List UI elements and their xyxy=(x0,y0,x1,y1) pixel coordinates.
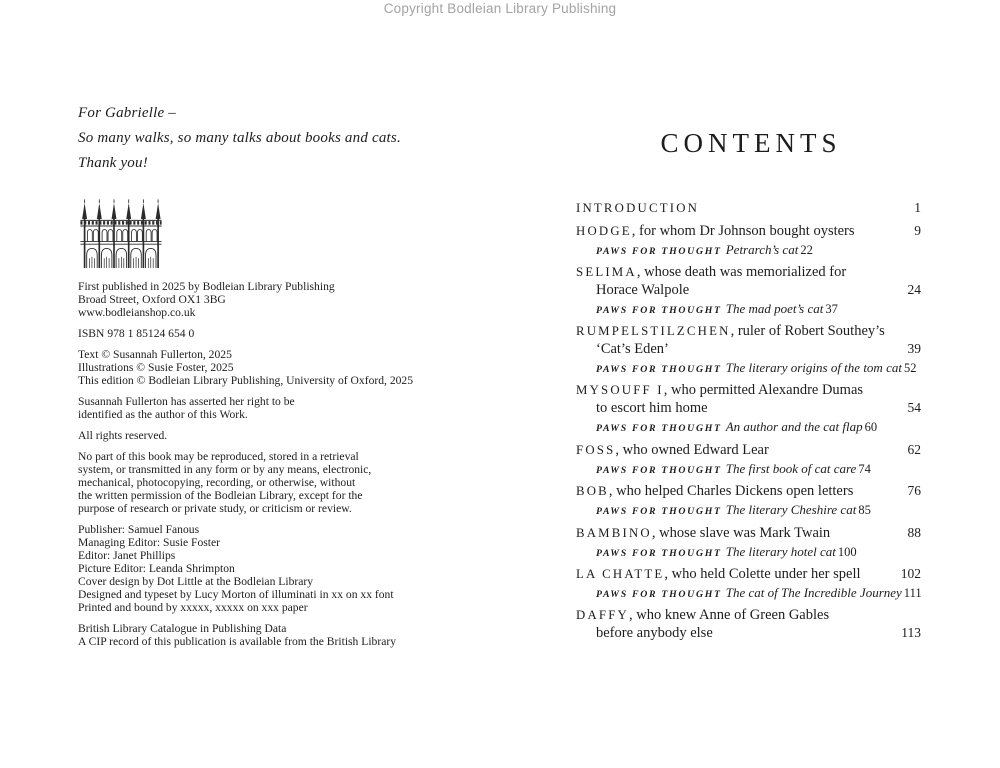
toc-sub-title: The literary Cheshire cat xyxy=(725,502,857,517)
toc-sub-entry xyxy=(576,502,921,519)
contents-title: CONTENTS xyxy=(660,128,842,158)
imprint-block: British Library Catalogue in Publishing Data A CIP record of this publication is available from the British Library xyxy=(78,622,397,648)
copyright-caption: Copyright Bodleian Library Publishing xyxy=(383,1,617,16)
paws-for-thought-label: PAWS FOR THOUGHT xyxy=(596,506,722,517)
paws-for-thought-label: PAWS FOR THOUGHT xyxy=(596,547,722,559)
toc-entry-name: LA CHATTE xyxy=(576,567,665,581)
toc-sub-entry xyxy=(576,419,921,436)
toc-entry-main-line xyxy=(576,524,921,543)
paws-for-thought-label: PAWS FOR THOUGHT xyxy=(596,423,722,434)
toc-entry-page: 9 xyxy=(914,223,921,238)
toc-entry xyxy=(576,441,921,478)
toc-entry-text: MYSOUFF I, who permitted Alexandre Dumas xyxy=(576,381,864,398)
toc-entry-main-line xyxy=(576,607,921,625)
toc-entry-page: 113 xyxy=(901,625,921,640)
toc-entry-text: SELIMA, whose death was memorialized for xyxy=(576,263,847,280)
toc-entry-name: RUMPELSTILZCHEN xyxy=(576,323,731,338)
toc-entry xyxy=(576,565,921,602)
toc-entry xyxy=(576,382,921,437)
toc-entry xyxy=(576,222,921,259)
imprint-page xyxy=(78,101,458,656)
toc-sub-entry xyxy=(576,301,921,318)
toc-entry-page: 76 xyxy=(907,483,921,498)
toc-entry xyxy=(576,323,921,378)
toc-entry-line2-text: ‘Cat’s Eden’ xyxy=(596,341,669,357)
toc-sub-page: 37 xyxy=(825,302,838,316)
paws-for-thought-label: PAWS FOR THOUGHT xyxy=(596,589,722,600)
toc-entry-line2-text: Horace Walpole xyxy=(596,282,690,298)
toc-entry-line2 xyxy=(576,399,921,418)
toc-entry-main-line xyxy=(576,264,921,282)
toc-entry-name: MYSOUFF I xyxy=(576,382,664,397)
ornament-parapet xyxy=(80,220,161,226)
toc-sub-title: Petrarch’s cat xyxy=(725,242,799,257)
toc-entry-text: FOSS, who owned Edward Lear xyxy=(576,441,769,458)
toc-entry-text: DAFFY, who knew Anne of Green Gables xyxy=(576,606,830,623)
toc-entry-text: HODGE, for whom Dr Johnson bought oysters xyxy=(576,223,855,239)
toc-entry-main-line xyxy=(576,565,921,584)
toc-sub-page: 85 xyxy=(858,503,871,517)
toc-entry-line2-text: to escort him home xyxy=(596,400,708,416)
paws-for-thought-label: PAWS FOR THOUGHT xyxy=(596,364,722,375)
toc-entry-main-line xyxy=(576,199,921,218)
toc-entry-name: DAFFY xyxy=(576,607,629,622)
toc-sub-page: 100 xyxy=(837,544,857,559)
toc-sub-entry xyxy=(576,461,921,478)
toc-sub-page: 52 xyxy=(903,361,917,375)
paws-for-thought-label: PAWS FOR THOUGHT xyxy=(596,305,722,316)
imprint-block: ISBN 978 1 85124 654 0 xyxy=(78,327,195,340)
toc-entries xyxy=(576,199,921,643)
toc-sub-title: The mad poet’s cat xyxy=(725,301,824,316)
toc-entry-page: 1 xyxy=(914,200,921,215)
toc-entry-name: HODGE xyxy=(576,224,632,238)
paws-for-thought-label: PAWS FOR THOUGHT xyxy=(596,246,722,257)
toc-entry xyxy=(576,264,921,319)
toc-entry-text: BAMBINO, whose slave was Mark Twain xyxy=(576,524,831,541)
toc-entry-page: 24 xyxy=(907,282,921,297)
toc-entry xyxy=(576,607,921,643)
imprint-block: Text © Susannah Fullerton, 2025 Illustrations © Susie Foster, 2025 This edition © Bodleian Library Publishing, University of Oxford, 2025 xyxy=(78,348,414,387)
toc-entry-main-line xyxy=(576,323,921,341)
toc-sub-entry xyxy=(576,544,921,561)
toc-entry-main-line xyxy=(576,382,921,400)
toc-entry-name: FOSS xyxy=(576,442,616,457)
toc-entry xyxy=(576,482,921,519)
toc-entry-name: BOB xyxy=(576,484,609,498)
dedication xyxy=(78,101,458,176)
imprint-block: No part of this book may be reproduced, stored in a retrieval system, or transmitted in any form or by any means, electronic, mechanical, photocopying, recording, or otherwise, without the written permission of the Bodleian Library, except for the purpose of research or private study, or criticism or review. xyxy=(78,450,372,515)
toc-entry-text xyxy=(576,200,709,218)
toc-sub-page: 111 xyxy=(903,586,922,600)
toc-sub-entry xyxy=(576,242,921,259)
imprint-block: Publisher: Samuel Fanous Managing Editor: Susie Foster Editor: Janet Phillips Picture Editor: Leanda Shrimpton Cover design by Dot Little at the Bodleian Library Designed and typeset by Lucy Morton of illuminati in xx on xx font Printed and bound by xxxxx, xxxxx on xxx paper xyxy=(78,523,394,614)
toc-entry-text: BOB, who helped Charles Dickens open letters xyxy=(576,483,854,499)
toc-entry-main-line xyxy=(576,441,921,460)
toc-sub-page: 74 xyxy=(858,461,871,476)
dedication-line: Thank you! xyxy=(78,155,148,171)
toc-entry-text: LA CHATTE, who held Colette under her spell xyxy=(576,566,861,582)
toc-sub-entry xyxy=(576,585,921,602)
toc-sub-title: The first book of cat care xyxy=(725,460,857,476)
toc-entry xyxy=(576,524,921,561)
toc-entry-line2 xyxy=(576,624,921,643)
ornament-arcade xyxy=(87,248,156,268)
toc-entry-line2-text: before anybody else xyxy=(596,625,713,641)
toc-entry xyxy=(576,199,921,218)
paws-for-thought-label: PAWS FOR THOUGHT xyxy=(596,464,722,476)
toc-entry-line2 xyxy=(576,340,921,359)
toc-entry-page: 54 xyxy=(907,400,921,415)
toc-sub-title: An author and the cat flap xyxy=(725,419,863,434)
ornament-windows xyxy=(80,230,161,245)
imprint-block: Susannah Fullerton has asserted her right to be identified as the author of this Work. xyxy=(78,395,295,421)
contents-page xyxy=(576,130,921,647)
toc-entry-name: INTRODUCTION xyxy=(576,201,700,215)
toc-sub-title: The literary origins of the tom cat xyxy=(725,360,902,375)
toc-entry-text: RUMPELSTILZCHEN, ruler of Robert Southey’s xyxy=(576,322,885,339)
dedication-line: For Gabrielle – xyxy=(78,105,176,121)
toc-entry-name: SELIMA xyxy=(576,264,637,279)
toc-sub-title: The literary hotel cat xyxy=(725,543,836,559)
toc-entry-page: 39 xyxy=(907,341,921,356)
toc-entry-main-line xyxy=(576,222,921,241)
toc-sub-page: 60 xyxy=(864,420,878,434)
toc-entry-main-line xyxy=(576,482,921,501)
dedication-line: So many walks, so many talks about books and cats. xyxy=(78,130,401,146)
bodleian-library-facade-illustration xyxy=(79,198,163,268)
toc-sub-page: 22 xyxy=(800,243,813,257)
imprint-block: All rights reserved. xyxy=(78,429,168,442)
imprint-block: First published in 2025 by Bodleian Library Publishing Broad Street, Oxford OX1 3BG www.bodleianshop.co.uk xyxy=(78,280,335,319)
toc-entry-page: 62 xyxy=(907,441,921,457)
toc-entry-name: BAMBINO xyxy=(576,525,652,540)
toc-entry-page: 102 xyxy=(900,566,921,581)
imprint xyxy=(78,280,458,648)
toc-entry-line2 xyxy=(576,281,921,300)
toc-sub-entry xyxy=(576,360,921,377)
toc-sub-title: The cat of The Incredible Journey xyxy=(725,585,902,600)
toc-entry-page: 88 xyxy=(907,524,921,540)
